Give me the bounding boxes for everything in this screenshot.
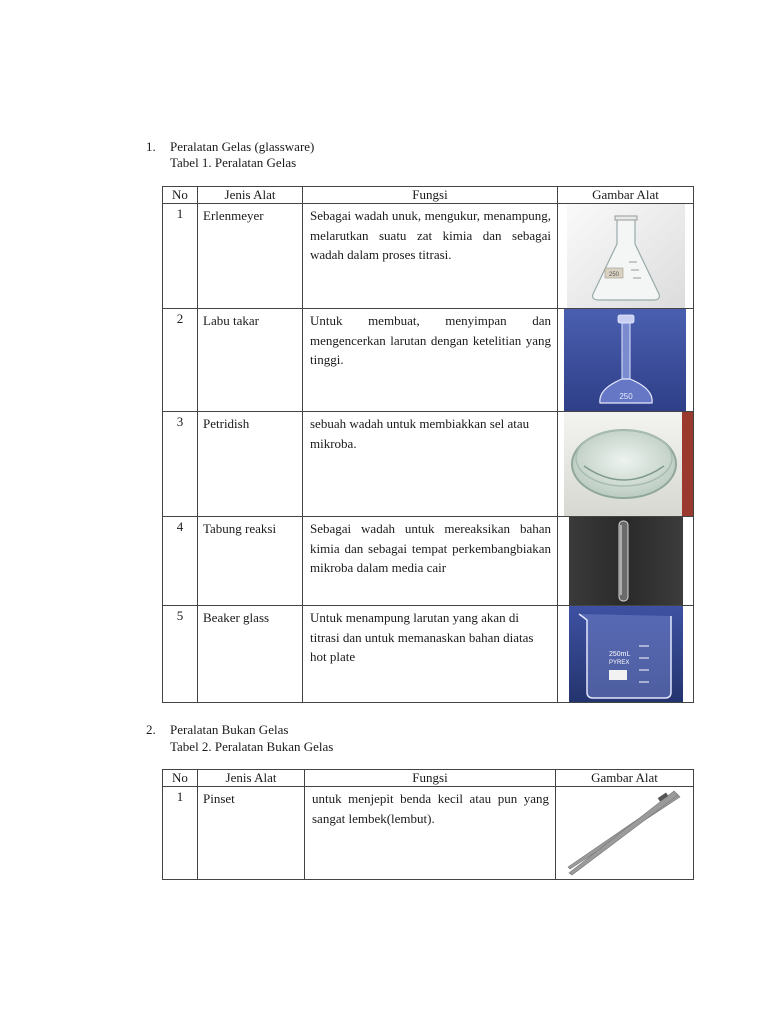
section-2-heading — [146, 722, 288, 738]
tool-image-cell — [558, 517, 694, 606]
test-tube-photo — [569, 517, 683, 605]
beaker-photo — [569, 606, 683, 702]
header-gambar-alat: Gambar Alat — [556, 770, 694, 787]
tool-function: Sebagai wadah unuk, mengukur, menampung, melarutkan suatu zat kimia dan sebagai wadah dalam proses titrasi. — [303, 204, 558, 309]
volumetric-flask-photo — [564, 309, 686, 411]
table-1 — [162, 186, 694, 703]
tool-name: Pinset — [198, 787, 305, 880]
tool-image-cell — [556, 787, 694, 880]
tool-name: Tabung reaksi — [198, 517, 303, 606]
tweezers-photo — [558, 787, 690, 879]
table-2-caption: Tabel 2. Peralatan Bukan Gelas — [170, 739, 334, 754]
section-1-title: Peralatan Gelas (glassware) — [170, 139, 315, 154]
row-number: 1 — [163, 204, 198, 309]
tool-function: untuk menjepit benda kecil atau pun yang sangat lembek(lembut). — [305, 787, 556, 880]
table-1-header-row — [163, 187, 694, 204]
header-gambar-alat: Gambar Alat — [558, 187, 694, 204]
tool-name: Erlenmeyer — [198, 204, 303, 309]
section-1-number: 1. — [146, 139, 156, 154]
row-number: 3 — [163, 412, 198, 517]
svg-text:250: 250 — [619, 392, 633, 401]
header-no: No — [163, 770, 198, 787]
erlenmeyer-flask-photo — [567, 204, 685, 308]
row-number: 1 — [163, 787, 198, 880]
row-number: 2 — [163, 309, 198, 412]
header-no: No — [163, 187, 198, 204]
header-fungsi: Fungsi — [305, 770, 556, 787]
header-jenis-alat: Jenis Alat — [198, 187, 303, 204]
header-fungsi: Fungsi — [303, 187, 558, 204]
tool-image-cell — [558, 606, 694, 703]
tool-image-cell — [558, 204, 694, 309]
svg-text:250: 250 — [608, 272, 620, 278]
tool-function: Untuk membuat, menyimpan dan mengencerkan larutan dengan ketelitian yang tinggi. — [303, 309, 558, 412]
table-2 — [162, 769, 694, 880]
table-2-header-row — [163, 770, 694, 787]
table-1-caption: Tabel 1. Peralatan Gelas — [170, 155, 297, 170]
section-1-heading — [146, 139, 314, 155]
section-2-number: 2. — [146, 722, 156, 737]
svg-text:PYREX: PYREX — [609, 660, 630, 666]
header-jenis-alat: Jenis Alat — [198, 770, 305, 787]
row-number: 4 — [163, 517, 198, 606]
petri-dish-photo — [564, 412, 694, 516]
section-2-title: Peralatan Bukan Gelas — [170, 722, 289, 737]
table-row — [163, 517, 694, 606]
svg-text:250mL: 250mL — [609, 651, 631, 658]
table-row — [163, 204, 694, 309]
table-row — [163, 787, 694, 880]
tool-name: Petridish — [198, 412, 303, 517]
tool-name: Beaker glass — [198, 606, 303, 703]
tool-image-cell — [558, 309, 694, 412]
table-row — [163, 606, 694, 703]
tool-function: Untuk menampung larutan yang akan di titrasi dan untuk memanaskan bahan diatas hot plate — [303, 606, 558, 703]
table-row — [163, 309, 694, 412]
tool-function: sebuah wadah untuk membiakkan sel atau mikroba. — [303, 412, 558, 517]
tool-function: Sebagai wadah untuk mereaksikan bahan kimia dan sebagai tempat perkembangbiakan mikroba dalam media cair — [303, 517, 558, 606]
tool-name: Labu takar — [198, 309, 303, 412]
tool-image-cell — [558, 412, 694, 517]
row-number: 5 — [163, 606, 198, 703]
table-row — [163, 412, 694, 517]
